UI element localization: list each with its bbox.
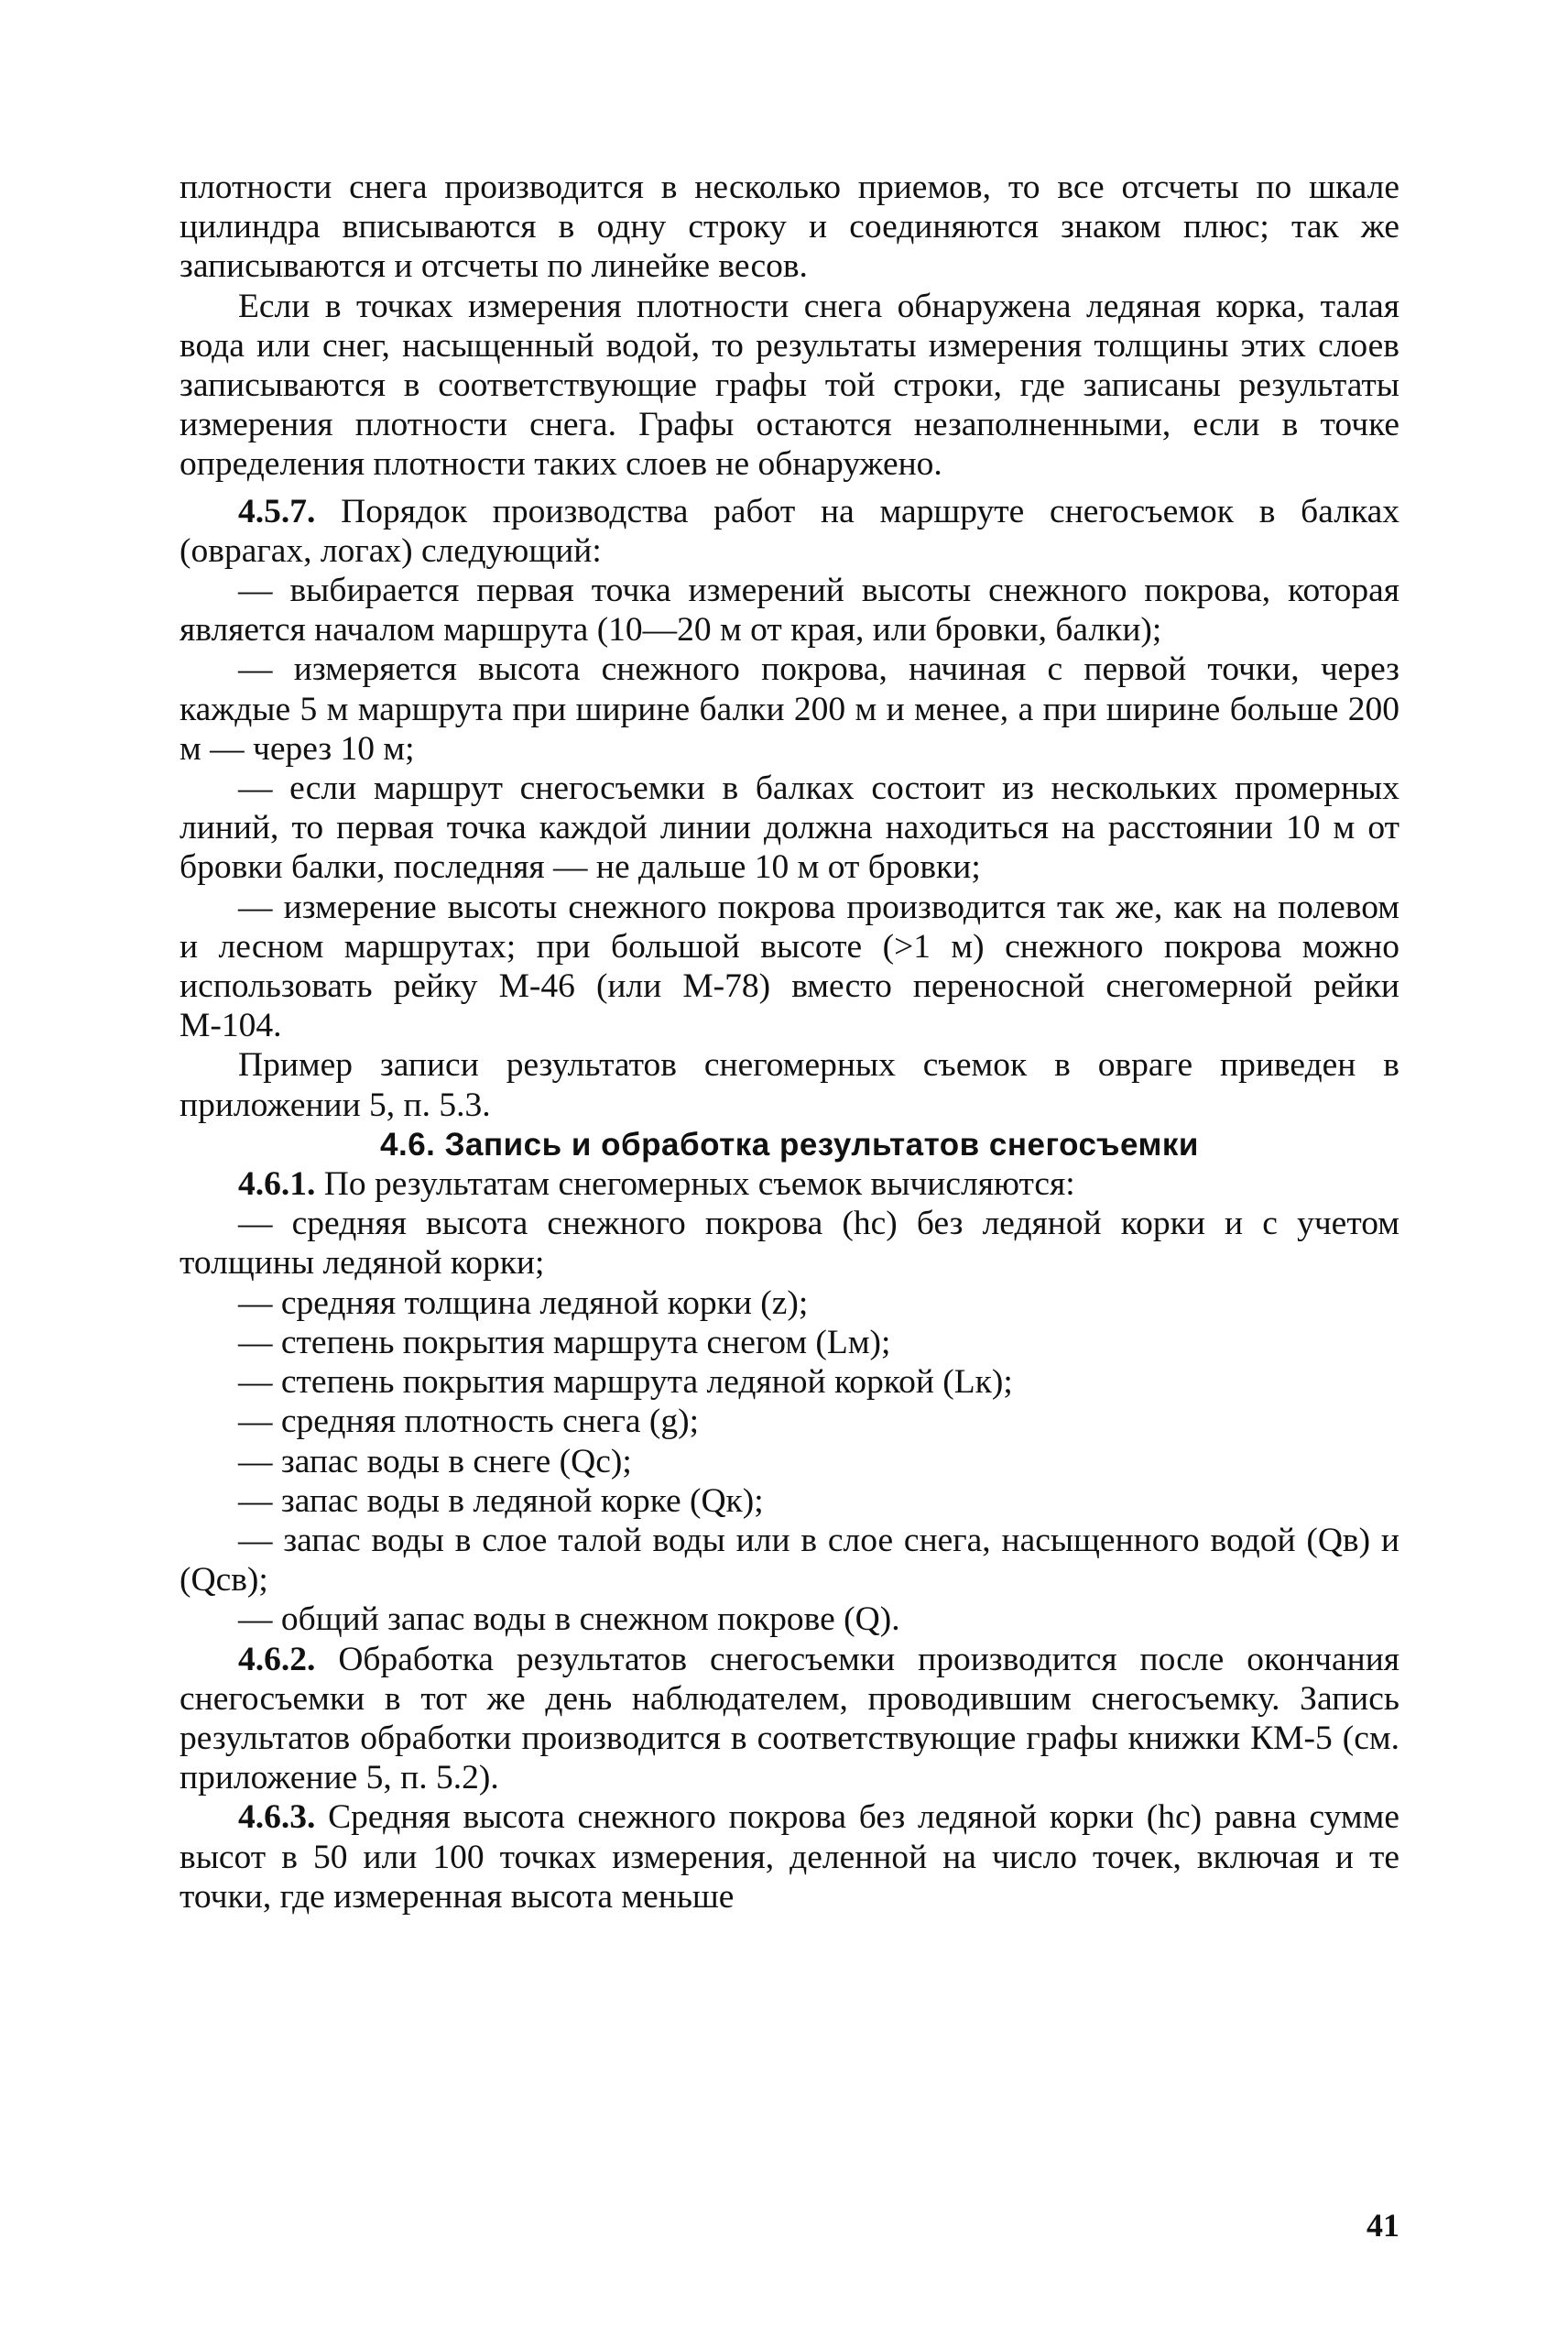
list-item: — степень покрытия маршрута снегом (Lм); (238, 1323, 891, 1361)
list-item: — запас воды в слое талой воды или в слое снега, насыщенного водой (Qв) и (Qсв); (180, 1521, 1399, 1600)
paragraph-example: Пример записи результатов снегомерных съемок в овраге приведен в приложении 5, п. 5.3. (180, 1046, 1399, 1124)
clause-number: 4.5.7. (238, 492, 316, 530)
body-text (180, 168, 1399, 1916)
clause-4-5-7 (180, 492, 1399, 571)
clause-number: 4.6.3. (238, 1798, 316, 1837)
list-item: — общий запас воды в снежном покрове (Q). (238, 1600, 900, 1639)
clause-text: По результатам снегомерных съемок вычисляются: (323, 1165, 1075, 1204)
list-item: — степень покрытия маршрута ледяной коркой (Lк); (238, 1363, 1013, 1402)
clause-text: Средняя высота снежного покрова без ледяной корки (hc) равна сумме высот в 50 или 100 точках измерения, деленной на число точек, включая и те точки, где измеренная высота меньше (180, 1798, 1400, 1916)
list-item: — средняя плотность снега (g); (238, 1403, 700, 1441)
list-item: — средняя высота снежного покрова (hc) без ледяной корки и с учетом толщины ледяной корки; (180, 1205, 1399, 1283)
list-item: — средняя толщина ледяной корки (z); (238, 1283, 809, 1322)
paragraph-continuation: плотности снега производится в несколько приемов, то все отсчеты по шкале цилиндра вписываются в одну строку и соединяются знаком плюс; так же записываются и отсчеты по линейке весов. (180, 169, 1399, 286)
clause-4-6-3 (180, 1797, 1399, 1916)
list-item: — выбирается первая точка измерений высоты снежного покрова, которая является началом маршрута (10—20 м от края, или бровки, балки); (180, 572, 1399, 650)
paragraph-ice-crust: Если в точках измерения плотности снега обнаружена ледяная корка, талая вода или снег, насыщенный водой, то результаты измерения толщины этих слоев записываются в соответствующие графы той строки, где записаны результаты измерения плотности снега. Графы остаются незаполненными, если в точке определения плотности таких слоев не обнаружено. (180, 287, 1399, 484)
list-item: — запас воды в снеге (Qc); (238, 1442, 632, 1480)
clause-text: Порядок производства работ на маршруте снегосъемок в балках (оврагах, логах) следующий: (180, 492, 1399, 570)
page-number: 41 (1367, 2207, 1399, 2244)
clause-number: 4.6.2. (238, 1640, 316, 1678)
list-item: — измерение высоты снежного покрова производится так же, как на полевом и лесном маршрутах; при большой высоте (>1 м) снежного покрова можно использовать рейку М-46 (или М-78) вместо переносной снегомерной рейки М-104. (180, 888, 1399, 1045)
list-item: — измеряется высота снежного покрова, начиная с первой точки, через каждые 5 м маршрута при ширине балки 200 м и менее, а при ширине больше 200 м — через 10 м; (180, 650, 1399, 768)
list-item: — запас воды в ледяной корке (Qк); (238, 1481, 764, 1520)
clause-4-6-2 (180, 1640, 1399, 1798)
clause-4-6-1 (180, 1164, 1399, 1204)
clause-number: 4.6.1. (238, 1165, 316, 1204)
clause-text: Обработка результатов снегосъемки производится после окончания снегосъемки в тот же день наблюдателем, проводившим снегосъемку. Запись результатов обработки производится в соответствующие графы книжки КМ-5 (см. приложение 5, п. 5.2). (180, 1640, 1400, 1797)
list-item: — если маршрут снегосъемки в балках состоит из нескольких промерных линий, то первая точка каждой линии должна находиться на расстоянии 10 м от бровки балки, последняя — не дальше 10 м от бровки; (180, 770, 1399, 887)
section-heading: 4.6. Запись и обработка результатов снегосъемки (380, 1126, 1199, 1163)
